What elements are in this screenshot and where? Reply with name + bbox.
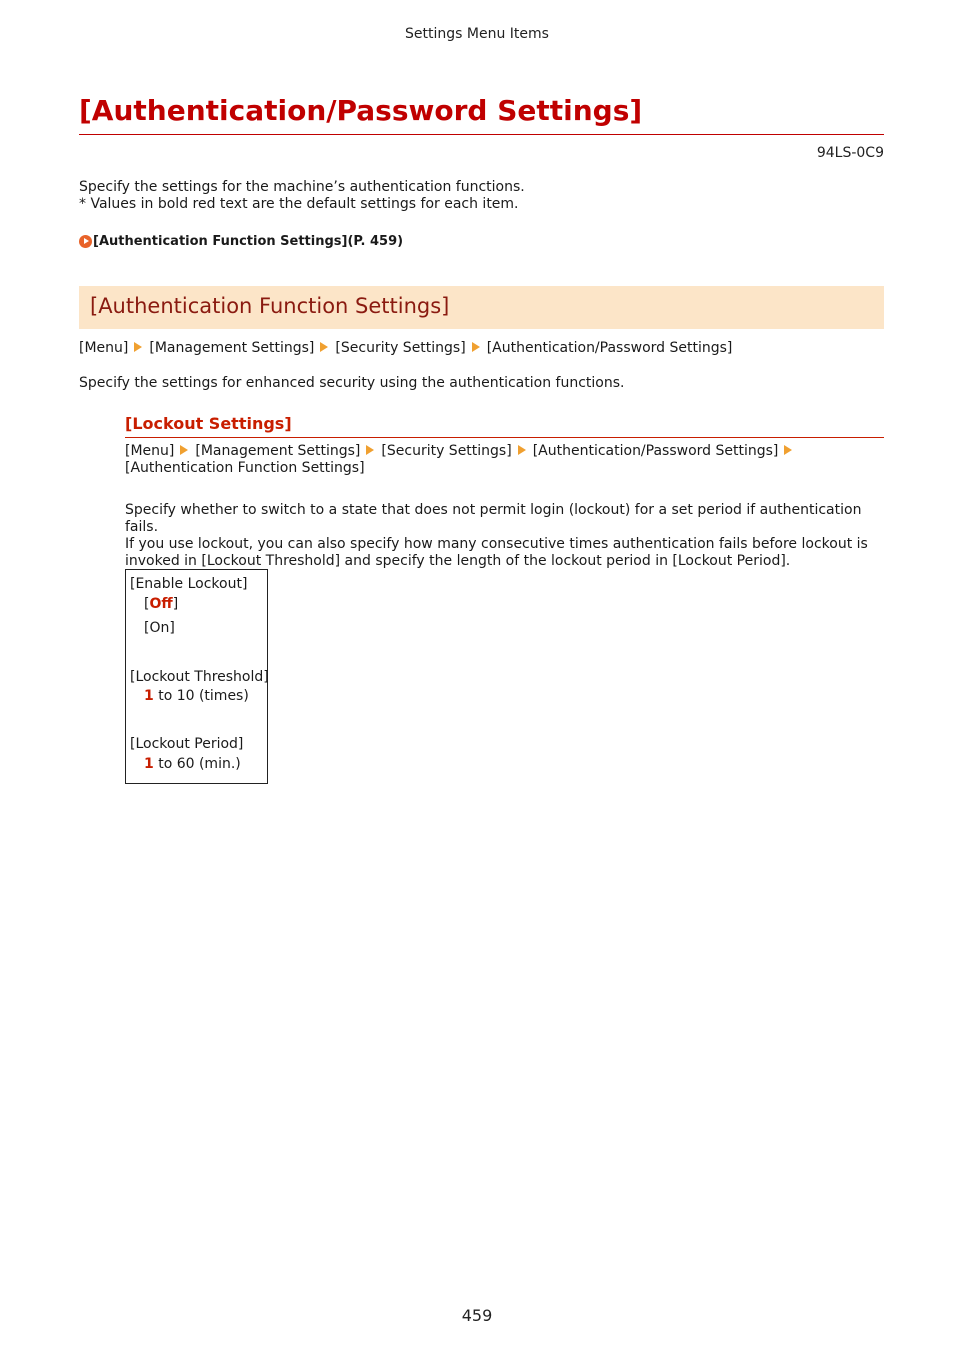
lockout-threshold-label: [Lockout Threshold]	[130, 669, 269, 685]
page-title: [Authentication/Password Settings]	[79, 94, 643, 127]
page-number: 459	[461, 1306, 493, 1325]
threshold-range	[144, 688, 249, 704]
menu-path	[125, 443, 887, 477]
path-item: [Authentication/Password Settings]	[532, 443, 779, 459]
option-off: [Off]	[144, 596, 179, 612]
default-value: Off	[149, 596, 173, 612]
path-item: [Security Settings]	[335, 340, 466, 356]
path-item: [Authentication/Password Settings]	[486, 340, 733, 356]
path-arrow-icon	[180, 445, 188, 455]
path-arrow-icon	[472, 342, 480, 352]
default-value: 1	[144, 688, 154, 704]
period-range	[144, 756, 241, 772]
section-heading: [Authentication Function Settings]	[90, 294, 450, 318]
description-line: invoked in [Lockout Threshold] and specify the length of the lockout period in [Lockout Period].	[125, 553, 791, 569]
path-item: [Menu]	[125, 443, 175, 459]
path-arrow-icon	[134, 342, 142, 352]
link-arrow-icon	[79, 235, 92, 248]
intro-text	[79, 179, 525, 213]
title-rule	[79, 134, 884, 135]
default-value: 1	[144, 756, 154, 772]
subsection-heading: [Lockout Settings]	[125, 414, 292, 433]
description-line: If you use lockout, you can also specify how many consecutive times authentication fails before lockout is	[125, 536, 868, 552]
section-description: Specify the settings for enhanced security using the authentication functions.	[79, 375, 625, 391]
range-text: to 60 (min.)	[153, 756, 241, 772]
document-code: 94LS-0C9	[816, 145, 884, 161]
toc-link[interactable]	[79, 234, 403, 249]
section-bar	[79, 286, 884, 329]
intro-note: * Values in bold red text are the default settings for each item.	[79, 196, 519, 212]
intro-line: Specify the settings for the machine’s authentication functions.	[79, 179, 525, 195]
path-item: [Menu]	[79, 340, 129, 356]
lockout-period-label: [Lockout Period]	[130, 736, 244, 752]
toc-link-label: [Authentication Function Settings](P. 459)	[93, 234, 404, 249]
settings-box	[125, 569, 268, 784]
option-on: [On]	[144, 620, 175, 636]
subsection-description	[125, 502, 887, 570]
enable-lockout-label: [Enable Lockout]	[130, 576, 248, 592]
path-item: [Management Settings]	[149, 340, 315, 356]
path-item: [Security Settings]	[381, 443, 512, 459]
subsection-rule	[125, 437, 884, 438]
menu-path	[79, 340, 732, 357]
path-item: [Authentication Function Settings]	[125, 460, 365, 476]
path-arrow-icon	[784, 445, 792, 455]
description-line: Specify whether to switch to a state that does not permit login (lockout) for a set period if authentication fails.	[125, 502, 862, 535]
path-arrow-icon	[518, 445, 526, 455]
range-text: to 10 (times)	[153, 688, 249, 704]
path-arrow-icon	[366, 445, 374, 455]
running-header: Settings Menu Items	[405, 26, 549, 42]
path-arrow-icon	[320, 342, 328, 352]
path-item: [Management Settings]	[195, 443, 361, 459]
